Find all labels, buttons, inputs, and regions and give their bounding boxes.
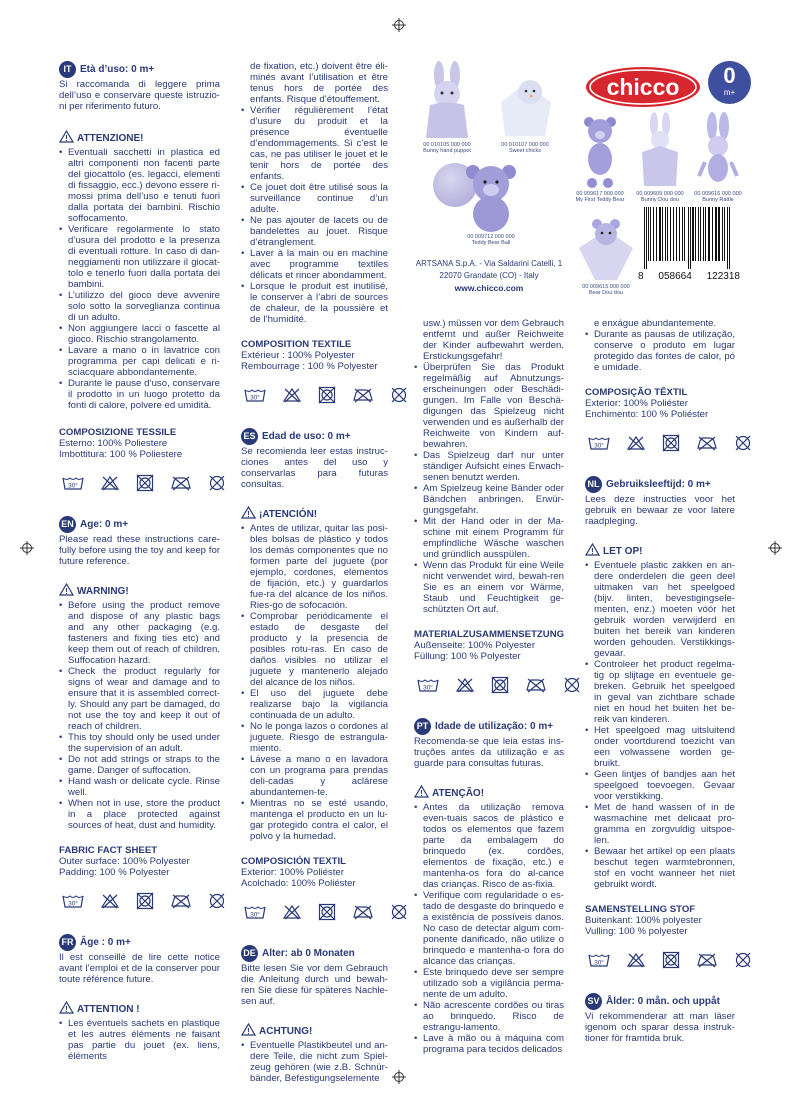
list-item: • Este brinquedo deve ser sempre utilizado sob a vigilância perma-nente de um adulto.	[423, 967, 564, 1000]
de-composition-title: MATERIALZUSAMMENSETZUNG	[414, 629, 565, 640]
fr-intro: Il est conseillé de lire cette notice avant l’emploi et de la conserver pour toute référence future.	[59, 952, 220, 985]
list-item: • Comprobar periódicamente el estado de desgaste del producto y la presencia de posibles rotu-ras. En caso de daños visibles no utilizar el juguete y mantenerlo alejado del alcance de los niños.	[250, 611, 388, 688]
pt-warning-title: ! ATENÇÃO!	[414, 785, 564, 801]
svg-text:30°: 30°	[423, 684, 433, 692]
en-warning-list	[59, 600, 220, 831]
list-item: • Lave à mão ou à máquina com programa para tecidos delicados	[423, 1033, 564, 1055]
fr-care-symbols	[244, 386, 388, 404]
nl-care-symbols	[588, 951, 735, 969]
es-warning-title: ! ¡ATENCIÓN!	[241, 506, 388, 522]
nl-warning-title: ! LET OP!	[585, 543, 735, 559]
product-code: 00 009616 000 000	[694, 191, 742, 197]
nl-heading	[585, 476, 735, 493]
it-warning-list	[59, 147, 220, 411]
pt-heading	[414, 718, 564, 735]
product-name: Bunny Rattle	[702, 197, 734, 203]
product-code: 00 009615 000 000	[582, 284, 630, 290]
pt-warning-list	[414, 802, 564, 1033]
company-city: 22070 Grandate (CO) - Italy	[439, 271, 539, 280]
no-tumble-dry-icon	[491, 676, 509, 694]
no-bleach-icon	[100, 475, 120, 491]
list-item: • Hand wash or delicate cycle. Rinse well.	[68, 776, 220, 798]
list-item: • Do not add strings or straps to the game. Danger of suffocation.	[68, 754, 220, 776]
no-dry-clean-icon	[734, 951, 752, 969]
pt-composition-outer: Exterior: 100% Poliéster	[585, 398, 688, 409]
wash-30-icon	[417, 677, 439, 693]
column-4	[585, 318, 735, 1050]
sv-badge: SV	[585, 993, 602, 1010]
wash-30-icon	[62, 893, 84, 909]
de-warning-list	[414, 318, 564, 362]
es-composition-padding: Acolchado: 100% Poliéster	[241, 878, 356, 889]
en-care-symbols	[62, 892, 220, 910]
list-item: • Verificare regolarmente lo stato d’usura del prodotto e la presenza di eventuali rotture. In caso di dan-neggiamenti non utilizzare il giocat-tolo e tenerlo fuori dalla portata dei bambini.	[68, 224, 220, 290]
warning-icon	[59, 130, 74, 146]
barcode	[638, 207, 740, 282]
wash-30-icon	[588, 952, 610, 968]
list-item: • Before using the product remove and dispose of any plastic bags and any other packaging (e.g. fasteners and fixing ties etc) and keep them out of reach of children. Suffocation hazard.	[68, 600, 220, 666]
list-item: • Lávese a mano o en lavadora con un programa para prendas deli-cadas y aclárese abundantemen-te.	[250, 754, 388, 798]
warning-icon	[241, 506, 256, 522]
fr-warning-list-rest	[241, 105, 388, 325]
list-item: • Les éventuels sachets en plastique et les autres éléments ne faisant pas partie du jouet (ex. liens, éléments	[68, 1018, 220, 1062]
wash-30-icon	[244, 387, 266, 403]
no-tumble-dry-icon	[136, 892, 154, 910]
pt-composition-padding: Enchimento: 100 % Poliéster	[585, 409, 709, 420]
warning-icon	[59, 583, 74, 599]
list-item: • Antes da utilização remova even-tuais sacos de plástico e todos os elementos que fazem parte da embalagem do brinquedo (ex. cordões, elementos de fixação, etc.) e mantenha-os fora do al-cance das crianças. Risco de as-fixia.	[423, 802, 564, 890]
product-name: My First Teddy Bear	[575, 197, 625, 203]
list-item: • L’utilizzo del gioco deve avvenire solo sotto la sorveglianza continua di un adulto.	[68, 290, 220, 323]
list-item: • Ne pas ajouter de lacets ou de bandelettes au jouet. Risque d’étranglement.	[250, 215, 388, 248]
list-item: • Am Spielzeug keine Bänder oder Bändchen anbringen. Erwür-gungsgefahr.	[423, 483, 564, 516]
pt-intro: Recomenda-se que leia estas ins-truções antes da utilização e as guarde para consultas futuras.	[414, 736, 564, 769]
svg-text:!: !	[247, 509, 250, 519]
list-item: • Wenn das Produkt für eine Weile nicht verwendet wird, bewah-ren Sie es an einem vor Wärme, Staub und Feuchtigkeit ge-schützten Ort auf.	[423, 560, 564, 615]
no-dry-clean-icon	[734, 434, 752, 452]
age-suffix: m+	[723, 88, 736, 97]
svg-text:30°: 30°	[594, 959, 604, 967]
de-composition-padding: Füllung: 100 % Polyester	[414, 651, 521, 662]
it-heading	[59, 61, 220, 78]
de-warning-title: ! ACHTUNG!	[241, 1023, 388, 1039]
it-badge: IT	[59, 61, 76, 78]
de-intro: Bitte lesen Sie vor dem Gebrauch die Anleitung durch und bewah-ren Sie diese für späteres Nachle-sen auf.	[241, 963, 388, 1007]
company-info	[404, 258, 574, 294]
product-my-first-teddy-bear	[574, 113, 626, 203]
product-bunny-dou-dou	[633, 112, 687, 203]
product-code: 00 010105 000 000	[423, 142, 471, 148]
nl-warning-list	[585, 560, 735, 890]
product-name: Bunny Dou dou	[641, 197, 679, 203]
bunny-rattle-image	[695, 112, 741, 189]
svg-text:30°: 30°	[68, 482, 78, 490]
no-iron-icon	[696, 435, 718, 451]
es-care-symbols	[244, 903, 388, 921]
fr-warning-list	[241, 61, 388, 105]
list-item: • Ce jouet doit être utilisé sous la surveillance continue d’un adulte.	[250, 182, 388, 215]
sv-intro: Vi rekommenderar att man läser igenom och sparar dessa instruk-tioner för framtida bruk.	[585, 1011, 735, 1044]
no-dry-clean-icon	[563, 676, 581, 694]
svg-text:30°: 30°	[594, 442, 604, 450]
nl-composition-padding: Vulling: 100 % polyester	[585, 926, 688, 937]
de-badge: DE	[241, 945, 258, 962]
fr-composition-padding: Rembourrage : 100 % Polyester	[241, 361, 378, 372]
fr-warning-list-start	[59, 1018, 220, 1062]
age-circle-badge	[708, 61, 751, 104]
en-intro: Please read these instructions care-fully before using the toy and keep for future reference.	[59, 534, 220, 567]
no-tumble-dry-icon	[662, 434, 680, 452]
svg-text:!: !	[591, 546, 594, 556]
de-heading	[241, 945, 388, 962]
es-age: Edad de uso: 0 m+	[262, 431, 351, 442]
svg-text:!: !	[65, 586, 68, 596]
list-item: • Durante as pausas de utilização, conserve o produto em lugar protegido das fontes de calor, pó e umidade.	[594, 329, 735, 373]
list-item: • El uso del juguete debe realizarse bajo la vigilancia continuada de un adulto.	[250, 688, 388, 721]
nl-age: Gebruiksleeftijd: 0 m+	[606, 479, 711, 490]
list-item: • Het speelgoed mag uitsluitend onder voortdurend toezicht van een volwassene worden ge-bruikt.	[594, 725, 735, 769]
de-warning-list-rest	[414, 362, 564, 615]
it-composition-outer: Esterno: 100% Poliestere	[59, 438, 168, 449]
bunny-doudou-image	[638, 112, 682, 189]
no-dry-clean-icon	[390, 386, 408, 404]
product-name: Bear Dou dou	[589, 290, 623, 296]
it-composition-title: COMPOSIZIONE TESSILE	[59, 427, 177, 438]
product-sweet-chicks	[495, 62, 555, 154]
de-care-symbols	[417, 676, 564, 694]
list-item: • Mit der Hand oder in der Ma-schine mit einem Programm für empfindliche Wäsche waschen und gründlich ausspülen.	[423, 516, 564, 560]
nl-intro: Lees deze instructies voor het gebruik en bewaar ze voor latere raadpleging.	[585, 494, 735, 527]
svg-text:30°: 30°	[250, 911, 260, 919]
list-item: • Bewaar het artikel op een plaats beschut tegen warmtebronnen, stof en vocht wanneer het niet gebruikt wordt.	[594, 846, 735, 890]
pt-warning-list-last	[414, 1033, 564, 1055]
nl-badge: NL	[585, 476, 602, 493]
en-composition-title: FABRIC FACT SHEET	[59, 845, 158, 856]
list-item: • Eventuelle Plastikbeutel und an-dere Teile, die nicht zum Spiel-zeug gehören (wie z.B. Schnür-bänder, Befestigungselemente	[250, 1040, 388, 1084]
chicco-logo	[585, 66, 702, 108]
company-address: ARTSANA S.p.A. - Via Saldarini Catelli, 1	[415, 259, 563, 268]
sv-heading	[585, 993, 735, 1010]
it-warning-title: ! ATTENZIONE!	[59, 130, 220, 146]
age-number: 0	[723, 63, 736, 88]
pt-care-symbols	[588, 434, 735, 452]
list-item: • Lorsque le produit est inutilisé, le conserver à l’abri de sources de chaleur, de la poussière et de l’humidité.	[250, 281, 388, 325]
barcode-digits-right: 122318	[706, 271, 740, 282]
no-dry-clean-icon	[208, 474, 226, 492]
list-item-continued: usw.) müssen vor dem Gebrauch entfernt und außer Reichweite der Kinder aufbewahrt werden. Erstickungsgefahr!	[423, 318, 564, 362]
product-bear-dou-dou	[576, 212, 636, 296]
svg-text:!: !	[420, 788, 423, 798]
warning-icon	[585, 543, 600, 559]
es-badge: ES	[241, 428, 258, 445]
wash-30-icon	[588, 435, 610, 451]
product-code: 00 009617 000 000	[576, 191, 624, 197]
fr-age: Âge : 0 m+	[80, 937, 131, 948]
wash-30-icon	[62, 475, 84, 491]
en-composition-padding: Padding: 100 % Polyester	[59, 867, 170, 878]
es-composition-outer: Exterior: 100% Poliéster	[241, 867, 344, 878]
no-dry-clean-icon	[208, 892, 226, 910]
barcode-digits-left: 058664	[658, 271, 692, 282]
pt-age: Idade de utilização: 0 m+	[435, 721, 554, 732]
product-bunny-hand-puppet	[418, 60, 476, 154]
list-item: • Controleer het product regelma-tig op slijtage en eventuele ge-breken. Gebruik het speelgoed in geval van zichtbare schade niet en houd het buiten het be-reik van kinderen.	[594, 659, 735, 725]
list-item: • Durante le pause d’uso, conservare il prodotto in un luogo protetto da fonti di calore, polvere ed umidità.	[68, 378, 220, 411]
no-tumble-dry-icon	[318, 386, 336, 404]
no-bleach-icon	[626, 435, 646, 451]
no-bleach-icon	[282, 387, 302, 403]
registration-mark-top	[392, 18, 406, 32]
teddy-bear-ball-image	[459, 160, 523, 232]
list-item: • Lavare a mano o in lavatrice con programma per capi delicati e ri-sciacquare abbondantemente.	[68, 345, 220, 378]
svg-text:!: !	[247, 1026, 250, 1036]
product-teddy-bear-ball	[456, 160, 526, 246]
de-age: Alter: ab 0 Monaten	[262, 948, 355, 959]
list-item: • Antes de utilizar, quitar las posi-bles bolsas de plástico y todos los demás componentes que no formen parte del juguete (por ejemplo, cordones, elementos de fijación, etc.) y guardarlos fue-ra del alcance de los niños. Ries-go de sofocación.	[250, 523, 388, 611]
warning-icon	[59, 1001, 74, 1017]
sv-age: Ålder: 0 mån. och uppåt	[606, 996, 720, 1007]
teddy-bear-image	[580, 113, 620, 189]
en-heading	[59, 516, 220, 533]
fr-composition-title: COMPOSITION TEXTILE	[241, 339, 352, 350]
product-code: 00 009712 000 000	[467, 234, 515, 240]
column-3	[414, 318, 564, 1055]
nl-composition-title: SAMENSTELLING STOF	[585, 904, 696, 915]
list-item-continued: de fixation, etc.) doivent être éli-minés avant l’utilisation et être tenus hors de portée des enfants. Risque d’étouffement.	[250, 61, 388, 105]
list-item: • Laver à la main ou en machine avec programme textiles délicats et rincer abondamment.	[250, 248, 388, 281]
bunny-puppet-image	[422, 60, 472, 140]
svg-text:30°: 30°	[250, 394, 260, 402]
list-item: • When not in use, store the product in a place protected against sources of heat, dust and humidity.	[68, 798, 220, 831]
no-tumble-dry-icon	[318, 903, 336, 921]
fr-composition-outer: Extérieur : 100% Polyester	[241, 350, 355, 361]
no-iron-icon	[352, 904, 374, 920]
list-item: • Eventuali sacchetti in plastica ed altri componenti non facenti parte del giocattolo (es. legacci, elementi di fissaggio, ecc.) devono essere ri-mossi prima dell’uso e tenuti fuori dalla portata dei bambini. Rischio soffocamento.	[68, 147, 220, 224]
es-composition-title: COMPOSICIÓN TEXTIL	[241, 856, 347, 867]
pt-warning-list-rest	[585, 329, 735, 373]
en-warning-title: ! WARNING!	[59, 583, 220, 599]
list-item: • Vérifier régulièrement l’état d’usure du produit et la présence éventuelle d’endommagements. Si c’est le cas, ne pas utiliser le jouet et le tenir hors de portée des enfants.	[250, 105, 388, 182]
no-iron-icon	[170, 893, 192, 909]
nl-composition-outer: Buitenkant: 100% polyester	[585, 915, 702, 926]
fr-heading	[59, 934, 220, 951]
bear-doudou-image	[577, 212, 635, 282]
no-bleach-icon	[282, 904, 302, 920]
de-warning-list-start	[241, 1040, 388, 1084]
no-bleach-icon	[455, 677, 475, 693]
warning-icon	[414, 785, 429, 801]
list-item: • Met de hand wassen of in de wasmachine met delicaat pro-gramma en zorgvuldig uitspoe-len.	[594, 802, 735, 846]
it-age: Età d’uso: 0 m+	[80, 64, 155, 75]
list-item: • Das Spielzeug darf nur unter ständiger Aufsicht eines Erwach-senen benutzt werden.	[423, 450, 564, 483]
list-item: • Non aggiungere lacci o fascette al gioco. Rischio strangolamento.	[68, 323, 220, 345]
list-item: • Geen lintjes of bandjes aan het speelgoed toevoegen. Gevaar voor verstikking.	[594, 769, 735, 802]
pt-badge: PT	[414, 718, 431, 735]
en-composition-outer: Outer surface: 100% Polyester	[59, 856, 190, 867]
list-item: • No le ponga lazos o cordones al juguete. Riesgo de estrangula-miento.	[250, 721, 388, 754]
no-bleach-icon	[626, 952, 646, 968]
it-care-symbols	[62, 474, 220, 492]
es-heading	[241, 428, 388, 445]
no-iron-icon	[170, 475, 192, 491]
column-2	[241, 61, 388, 1084]
no-iron-icon	[352, 387, 374, 403]
list-item: • This toy should only be used under the supervision of an adult.	[68, 732, 220, 754]
product-bunny-rattle	[688, 112, 748, 203]
no-iron-icon	[525, 677, 547, 693]
en-age: Age: 0 m+	[80, 519, 129, 530]
svg-text:!: !	[65, 1004, 68, 1014]
it-intro: Si raccomanda di leggere prima dell’uso e conservare queste istruzio-ni per riferimento futuro.	[59, 79, 220, 112]
barcode-bars	[638, 207, 740, 269]
svg-text:!: !	[65, 133, 68, 143]
list-item-continued: e enxágue abundantemente.	[594, 318, 717, 329]
barcode-digit-first: 8	[638, 271, 644, 282]
no-dry-clean-icon	[390, 903, 408, 921]
no-iron-icon	[696, 952, 718, 968]
column-1	[59, 61, 220, 1062]
company-website[interactable]: www.chicco.com	[454, 283, 524, 293]
fr-badge: FR	[59, 934, 76, 951]
product-name: Teddy Bear Ball	[471, 240, 511, 246]
registration-mark-bottom	[392, 1070, 406, 1084]
es-intro: Se recomienda leer estas instruc-ciones antes del uso y conservarlas para futuras consultas.	[241, 446, 388, 490]
product-code: 00 010107 000 000	[501, 142, 549, 148]
pt-warning-list-cont	[585, 318, 735, 329]
list-item: • Não acrescente cordões ou tiras ao brinquedo. Risco de estrangu-lamento.	[423, 1000, 564, 1033]
brand-name: chicco	[606, 74, 680, 100]
product-code: 00 009609 000 000	[636, 191, 684, 197]
no-tumble-dry-icon	[662, 951, 680, 969]
sweet-chicks-image	[495, 62, 555, 140]
list-item: • Verifique com regularidade o es-tado de desgaste do brinquedo e a existência de possíveis danos. No caso de detectar algum com-ponente danificado, não utilize o brinquedo e mantenha-o fora do alcance das crianças.	[423, 890, 564, 967]
registration-mark-left	[20, 541, 34, 555]
wash-30-icon	[244, 904, 266, 920]
es-warning-list	[241, 523, 388, 842]
svg-text:30°: 30°	[68, 900, 78, 908]
it-composition-padding: Imbottitura: 100 % Poliestere	[59, 449, 183, 460]
pt-composition-title: COMPOSIÇÃO TÊXTIL	[585, 387, 688, 398]
registration-mark-right	[768, 541, 782, 555]
de-composition-outer: Außenseite: 100% Polyester	[414, 640, 536, 651]
fr-warning-title: ! ATTENTION !	[59, 1001, 220, 1017]
product-name: Bunny hand puppet	[423, 148, 471, 154]
list-item: • Eventuele plastic zakken en an-dere onderdelen die geen deel uitmaken van het speelgoed (bijv. linten, bevestigingsele-menten, enz.) moeten vóór het gebruik worden verwijderd en buiten het bereik van kinderen worden gehouden. Verstikkings-gevaar.	[594, 560, 735, 659]
en-badge: EN	[59, 516, 76, 533]
list-item: • Mientras no se esté usando, mantenga el producto en un lu-gar protegido contra el calor, el polvo y la humedad.	[250, 798, 388, 842]
warning-icon	[241, 1023, 256, 1039]
no-bleach-icon	[100, 893, 120, 909]
list-item: • Check the product regularly for signs of wear and damage and to ensure that it is assembled correct-ly. Should any part be damaged, do not use the toy and keep it out of reach of children.	[68, 666, 220, 732]
product-name: Sweet chicks	[508, 148, 542, 154]
list-item: • Überprüfen Sie das Produkt regelmäßig auf Abnutzungs-erscheinungen oder Beschädi-gungen. Im Falle von Beschä-digungen das Spielzeug nicht verwenden und es außerhalb der Reichweite von Kindern auf-bewahren.	[423, 362, 564, 450]
no-tumble-dry-icon	[136, 474, 154, 492]
